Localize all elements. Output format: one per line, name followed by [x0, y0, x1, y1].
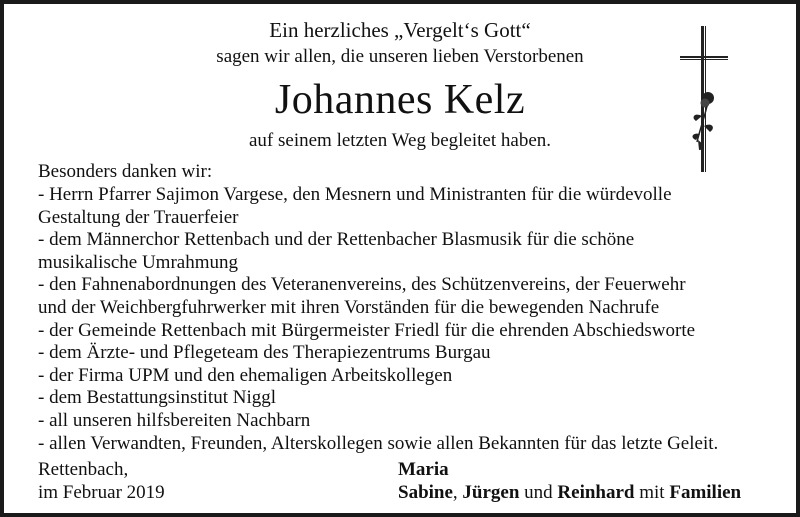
list-item: - dem Bestattungsinstitut Niggl	[38, 387, 277, 409]
separator: mit	[634, 482, 670, 503]
separator: ,	[452, 482, 463, 503]
thanks-closing: auf seinem letzten Weg begleitet haben.	[249, 130, 551, 151]
list-item: - dem Ärzte- und Pflegeteam des Therapiezentrums Burgau	[38, 342, 491, 364]
thanks-subline: sagen wir allen, die unseren lieben Verstorbenen	[216, 46, 584, 67]
signer-name: Sabine	[398, 482, 453, 503]
place-date	[38, 458, 165, 504]
list-item-continuation: und der Weichbergfuhrwerker mit ihren Vorständen für die bewegenden Nachrufe	[38, 296, 660, 318]
list-item: - allen Verwandten, Freunden, Alterskollegen sowie allen Bekannten für das letzte Geleit.	[38, 432, 719, 454]
list-item: - der Gemeinde Rettenbach mit Bürgermeister Friedl für die ehrenden Abschiedsworte	[38, 319, 696, 341]
separator: und	[519, 482, 558, 503]
intro-text: Besonders danken wir:	[38, 161, 213, 182]
list-item: - all unseren hilfsbereiten Nachbarn	[38, 409, 311, 431]
list-item: - Herrn Pfarrer Sajimon Vargese, den Mesnern und Ministranten für die würdevolle	[38, 184, 672, 205]
list-item: - den Fahnenabordnungen des Veteranenvereins, des Schützenvereins, der Feuerwehr	[38, 274, 686, 296]
list-item: - dem Männerchor Rettenbach und der Rettenbacher Blasmusik für die schöne	[38, 229, 635, 251]
list-item-continuation: Gestaltung der Trauerfeier	[38, 206, 239, 228]
list-item: - der Firma UPM und den ehemaligen Arbeitskollegen	[38, 364, 453, 386]
signer-name: Reinhard	[557, 482, 635, 503]
thanks-headline: Ein herzliches „Vergelt‘s Gott“	[269, 18, 531, 42]
list-item-continuation: musikalische Umrahmung	[38, 251, 238, 273]
signer-name: Familien	[669, 482, 742, 503]
date: im Februar 2019	[38, 482, 165, 503]
signers	[398, 458, 741, 504]
deceased-name: Johannes Kelz	[274, 77, 526, 123]
signer-family	[398, 481, 741, 504]
cross-with-rose-icon	[674, 24, 734, 174]
signer-name: Jürgen	[462, 482, 520, 503]
thanks-list	[38, 184, 718, 455]
signer-primary: Maria	[398, 459, 449, 480]
place: Rettenbach,	[38, 459, 129, 480]
